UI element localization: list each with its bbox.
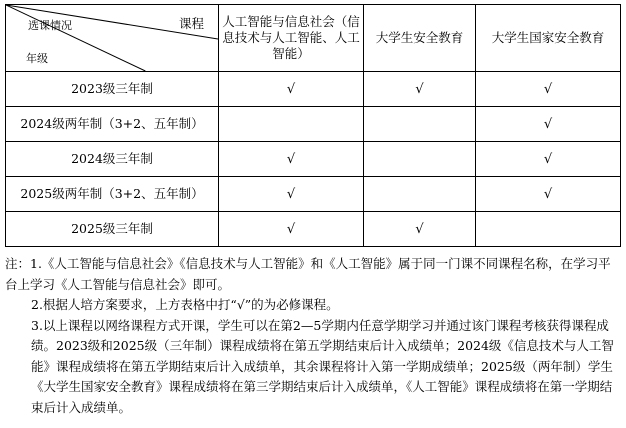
notes-section (5, 254, 620, 418)
table-row (6, 107, 621, 142)
note-3: 3.以上课程以网络课程方式开课，学生可以在第2—5学期内任意学期学习并通过该门课程考核获得课程成绩。2023级和2025级（三年制）课程成绩将在第五学期结束后计入成绩单；2024级《信息技术与人工智能》课程成绩将在第五学期结束后计入成绩单，其余课程将计入第一学期成绩单；2025级（两年制）学生《大学生国家安全教育》课程成绩将在第三学期结束后计入成绩单，《人工智能》课程成绩将在第一学期结束后计入成绩单。 (31, 317, 614, 415)
table-row (6, 72, 621, 107)
grade-cell: 2025级三年制 (6, 212, 219, 247)
table-row (6, 212, 621, 247)
check-mark: √ (286, 81, 296, 97)
corner-cell (6, 5, 219, 72)
check-cell (364, 142, 476, 177)
check-cell (476, 142, 621, 177)
note-2: 2.根据人培方案要求，上方表格中打“√”的为必修课程。 (31, 297, 339, 312)
check-cell (219, 177, 364, 212)
table-body (6, 72, 621, 247)
grade-cell: 2023级三年制 (6, 72, 219, 107)
column-header-national-safety: 大学生国家安全教育 (476, 5, 621, 72)
grade-cell: 2024级三年制 (6, 142, 219, 177)
check-cell (364, 107, 476, 142)
check-mark: √ (543, 186, 553, 202)
check-cell (476, 212, 621, 247)
check-mark: √ (543, 116, 553, 132)
check-mark: √ (543, 151, 553, 167)
check-cell (364, 212, 476, 247)
check-cell (219, 107, 364, 142)
course-table (5, 4, 621, 247)
check-cell (476, 107, 621, 142)
check-mark: √ (286, 221, 296, 237)
note-1: 注：1.《人工智能与信息社会》《信息技术与人工智能》和《人工智能》属于同一门课不同课程名称，在学习平台上学习《人工智能与信息社会》即可。 (5, 256, 611, 292)
check-mark: √ (286, 151, 296, 167)
corner-label-selection: 选课情况 (28, 19, 72, 32)
check-mark: √ (415, 81, 424, 97)
check-mark: √ (415, 221, 424, 237)
check-cell (364, 177, 476, 212)
check-cell (476, 177, 621, 212)
grade-cell: 2025级两年制（3+2、五年制） (6, 177, 219, 212)
table-header-row (6, 5, 621, 72)
column-header-safety: 大学生安全教育 (364, 5, 476, 72)
check-cell (219, 212, 364, 247)
check-cell (476, 72, 621, 107)
check-mark: √ (543, 81, 553, 97)
grade-cell: 2024级两年制（3+2、五年制） (6, 107, 219, 142)
column-header-ai: 人工智能与信息社会（信息技术与人工智能、人工智能） (219, 5, 364, 72)
corner-label-course: 课程 (178, 16, 204, 31)
corner-label-grade: 年级 (26, 52, 48, 65)
check-mark: √ (286, 186, 296, 202)
check-cell (219, 72, 364, 107)
check-cell (219, 142, 364, 177)
table-row (6, 142, 621, 177)
check-cell (364, 72, 476, 107)
table-row (6, 177, 621, 212)
